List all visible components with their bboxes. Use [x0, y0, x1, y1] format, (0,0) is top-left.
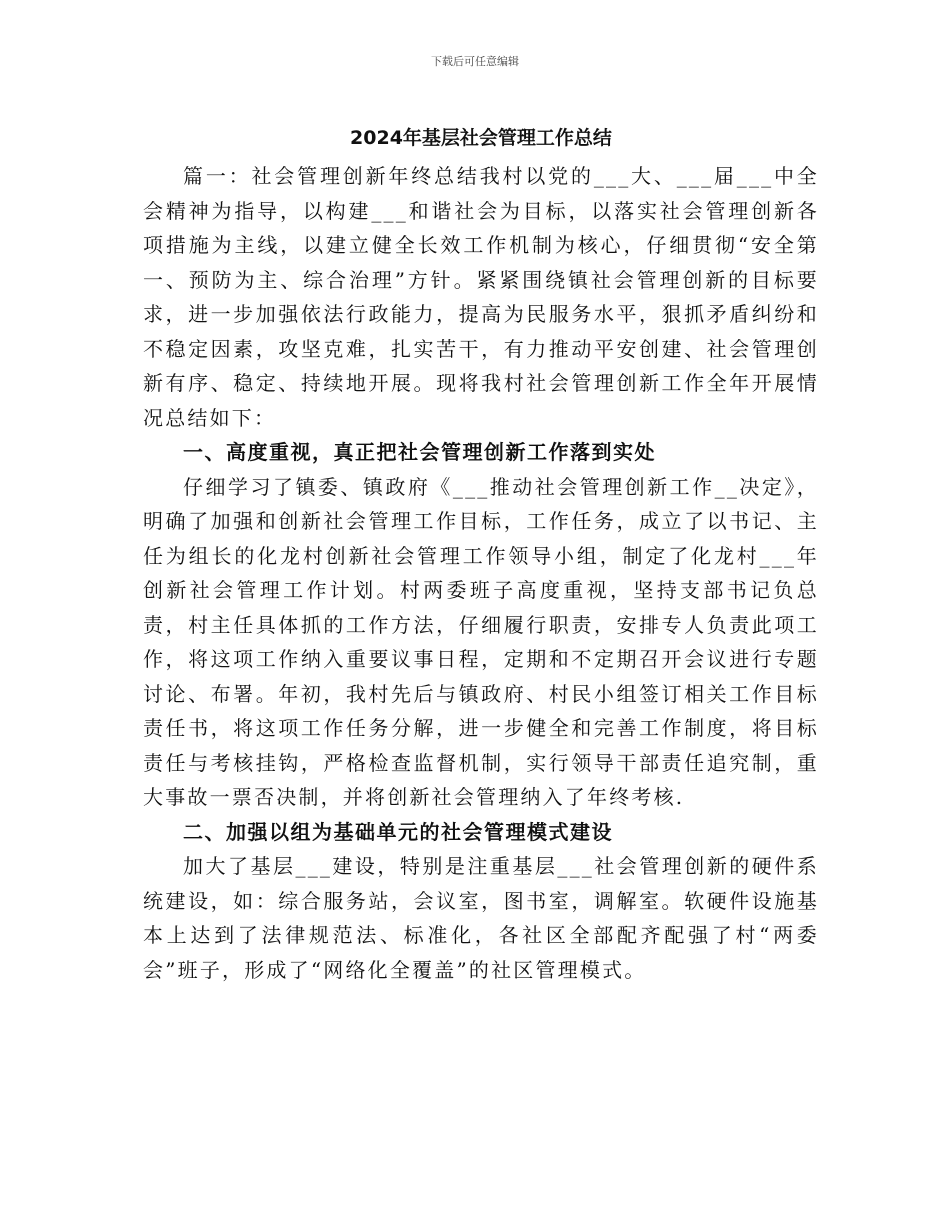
section-1-paragraph: 仔细学习了镇委、镇政府《___推动社会管理创新工作__决定》，明确了加强和创新社会管理工作目标，工作任务，成立了以书记、主任为组长的化龙村创新社会管理工作领导小组，制定了化龙村___年创新社会管理工作计划。村两委班子高度重视，坚持支部书记负总责，村主任具体抓的工作方法，仔细履行职责，安排专人负责此项工作，将这项工作纳入重要议事日程，定期和不定期召开会议进行专题讨论、布署。年初，我村先后与镇政府、村民小组签订相关工作目标责任书，将这项工作任务分解，进一步健全和完善工作制度，将目标责任与考核挂钩，严格检查监督机制，实行领导干部责任追究制，重大事故一票否决制，并将创新社会管理纳入了年终考核. — [143, 474, 819, 809]
page-header-note: 下载后可任意编辑 — [431, 55, 519, 68]
intro-paragraph: 篇一：社会管理创新年终总结我村以党的___大、___届___中全会精神为指导，以构建___和谐社会为目标，以落实社会管理创新各项措施为主线，以建立健全长效工作机制为核心，仔细贯彻“安全第一、预防为主、综合治理”方针。紧紧围绕镇社会管理创新的目标要求，进一步加强依法行政能力，提高为民服务水平，狠抓矛盾纠纷和不稳定因素，攻坚克难，扎实苦干，有力推动平安创建、社会管理创新有序、稳定、持续地开展。现将我村社会管理创新工作全年开展情况总结如下： — [143, 164, 819, 430]
section-2-heading: 二、加强以组为基础单元的社会管理模式建设 — [183, 819, 613, 844]
document-body — [143, 121, 819, 987]
document-title: 2024年基层社会管理工作总结 — [350, 127, 612, 149]
section-2-paragraph: 加大了基层___建设，特别是注重基层___社会管理创新的硬件系统建设，如：综合服务站，会议室，图书室，调解室。软硬件设施基本上达到了法律规范法、标准化，各社区全部配齐配强了村“两委会”班子，形成了“网络化全覆盖”的社区管理模式。 — [143, 854, 819, 982]
section-1-heading: 一、高度重视，真正把社会管理创新工作落到实处 — [183, 440, 656, 464]
